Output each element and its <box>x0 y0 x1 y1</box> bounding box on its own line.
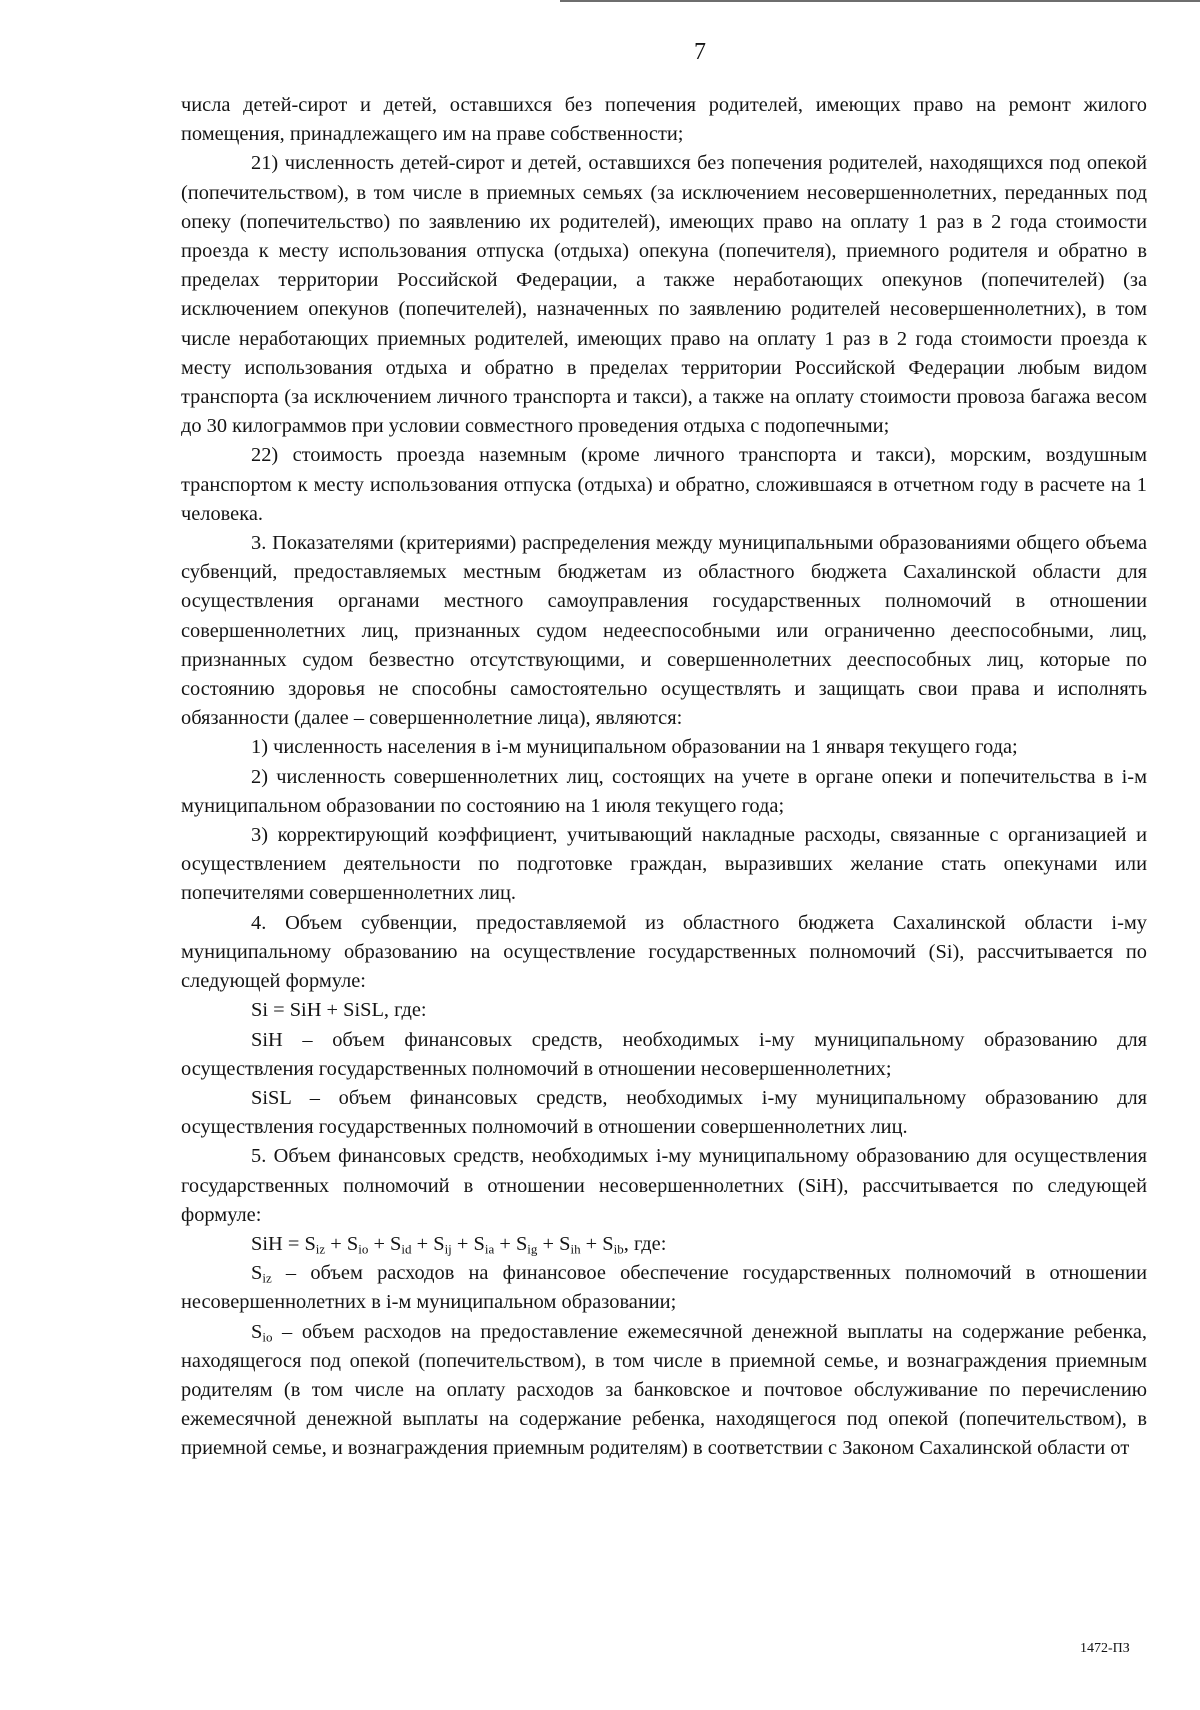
formula-sih-lhs: SiH = <box>251 1232 305 1255</box>
paragraph-criterion-2: 2) численность совершеннолетних лиц, состоящих на учете в органе опеки и попечительства в i-м муниципальном образовании по состоянию на 1 июля текущего года; <box>181 765 1147 817</box>
formula-sih: SiH = $S_{iz} + S_{io} + S_{id} + S_{ij} + S_{ia} + S_{ig} + S_{ih} + S_{ib}$, где: <box>251 1232 667 1257</box>
term-ig: $S_{ig}$ <box>515 1232 538 1257</box>
term-iz: $S_{iz}$ <box>304 1232 326 1257</box>
paragraph-section-4: 4. Объем субвенции, предоставляемой из областного бюджета Сахалинской области i-му муниципальному образованию на осуществление государственных полномочий (Si), рассчитывается по следующей формуле: <box>181 911 1147 993</box>
term-ih: $S_{ih}$ <box>559 1232 581 1257</box>
paragraph-criterion-3: 3) корректирующий коэффициент, учитывающий накладные расходы, связанные с организацией и осуществлением деятельности по подготовке граждан, выразивших желание стать опекунами или попечителями совершеннолетних лиц. <box>181 824 1147 905</box>
paragraph-sisl-definition: SiSL – объем финансовых средств, необходимых i-му муниципальному образованию для осуществления государственных полномочий в отношении совершеннолетних лиц. <box>181 1086 1147 1139</box>
document-code: 1472-ПЗ <box>1080 1641 1130 1656</box>
paragraph-section-5: 5. Объем финансовых средств, необходимых i-му муниципальному образованию для осуществления государственных полномочий в отношении несовершеннолетних (SiH), рассчитывается по следующей формуле: <box>181 1145 1147 1226</box>
paragraph-criterion-1: 1) численность населения в i-м муниципальном образовании на 1 января текущего года; <box>251 736 1018 759</box>
paragraph-siz-definition: $S_{iz}$ – объем расходов на финансовое обеспечение государственных полномочий в отношении несовершеннолетних в i-м муниципальном образовании; <box>181 1262 1147 1314</box>
top-border-line <box>560 0 1200 2</box>
paragraph-sih-definition: SiH – объем финансовых средств, необходимых i-му муниципальному образованию для осуществления государственных полномочий в отношении несовершеннолетних; <box>181 1028 1147 1080</box>
paragraph-item-21: 21) численность детей-сирот и детей, оставшихся без попечения родителей, находящихся под опекой (попечительством), в том числе в приемных семьях (за исключением несовершеннолетних, переданных под опеку (попечительство) по заявлению их родителей), имеющих право на оплату 1 раз в 2 года стоимости проезда к месту использования отпуска (отдыха) опекуна (попечителя), приемного родителя и обратно в пределах территории Российской Федерации, а также неработающих опекунов (попечителей) (за исключением опекунов (попечителей), назначенных по заявлению родителей несовершеннолетних), в том числе неработающих приемных родителей, имеющих право на оплату 1 раз в 2 года стоимости проезда к месту использования отдыха и обратно в пределах территории Российской Федерации любым видом транспорта (за исключением личного транспорта и такси), а также на оплату стоимости провоза багажа весом до 30 килограммов при условии совместного проведения отдыха с подопечными; <box>181 152 1147 438</box>
term-io: $S_{io}$ <box>346 1232 369 1257</box>
page-number: 7 <box>694 39 706 65</box>
term-id: $S_{id}$ <box>390 1232 412 1257</box>
paragraph-item-22: 22) стоимость проезда наземным (кроме личного транспорта и такси), морским, воздушным транспортом к месту использования отпуска (отдыха) и обратно, сложившаяся в отчетном году в расчете на 1 человека. <box>181 444 1147 525</box>
paragraph-continuation: числа детей-сирот и детей, оставшихся без попечения родителей, имеющих право на ремонт жилого помещения, принадлежащего им на праве собственности; <box>181 94 1147 146</box>
paragraph-sio-definition: $S_{io}$ – объем расходов на предоставление ежемесячной денежной выплаты на содержание ребенка, находящегося под опекой (попечительством), в том числе в приемной семье, и вознаграждения приемным родителям (в том числе на оплату расходов за банковское и почтовое обслуживание по перечислению ежемесячной денежной выплаты на содержание ребенка, находящегося под опекой (попечительством), в приемной семье, и вознаграждения приемным родителям) в соответствии с Законом Сахалинской области от <box>181 1320 1147 1460</box>
paragraph-section-3: 3. Показателями (критериями) распределения между муниципальными образованиями общего объема субвенций, предоставляемых местным бюджетам из областного бюджета Сахалинской области для осуществления органами местного самоуправления государственных полномочий в отношении совершеннолетних лиц, признанных судом недееспособными или ограниченно дееспособными, лиц, признанных судом безвестно отсутствующими, и совершеннолетних дееспособных лиц, которые по состоянию здоровья не способны самостоятельно осуществлять и защищать свои права и исполнять обязанности (далее – совершеннолетние лица), являются: <box>181 532 1147 730</box>
term-ij: $S_{ij}$ <box>433 1232 452 1257</box>
term-ia: $S_{ia}$ <box>473 1232 495 1257</box>
term-ib: $S_{ib}$ <box>602 1232 624 1257</box>
formula-si: Si = SiH + SiSL, где: <box>251 999 427 1022</box>
document-body <box>181 91 1147 1464</box>
